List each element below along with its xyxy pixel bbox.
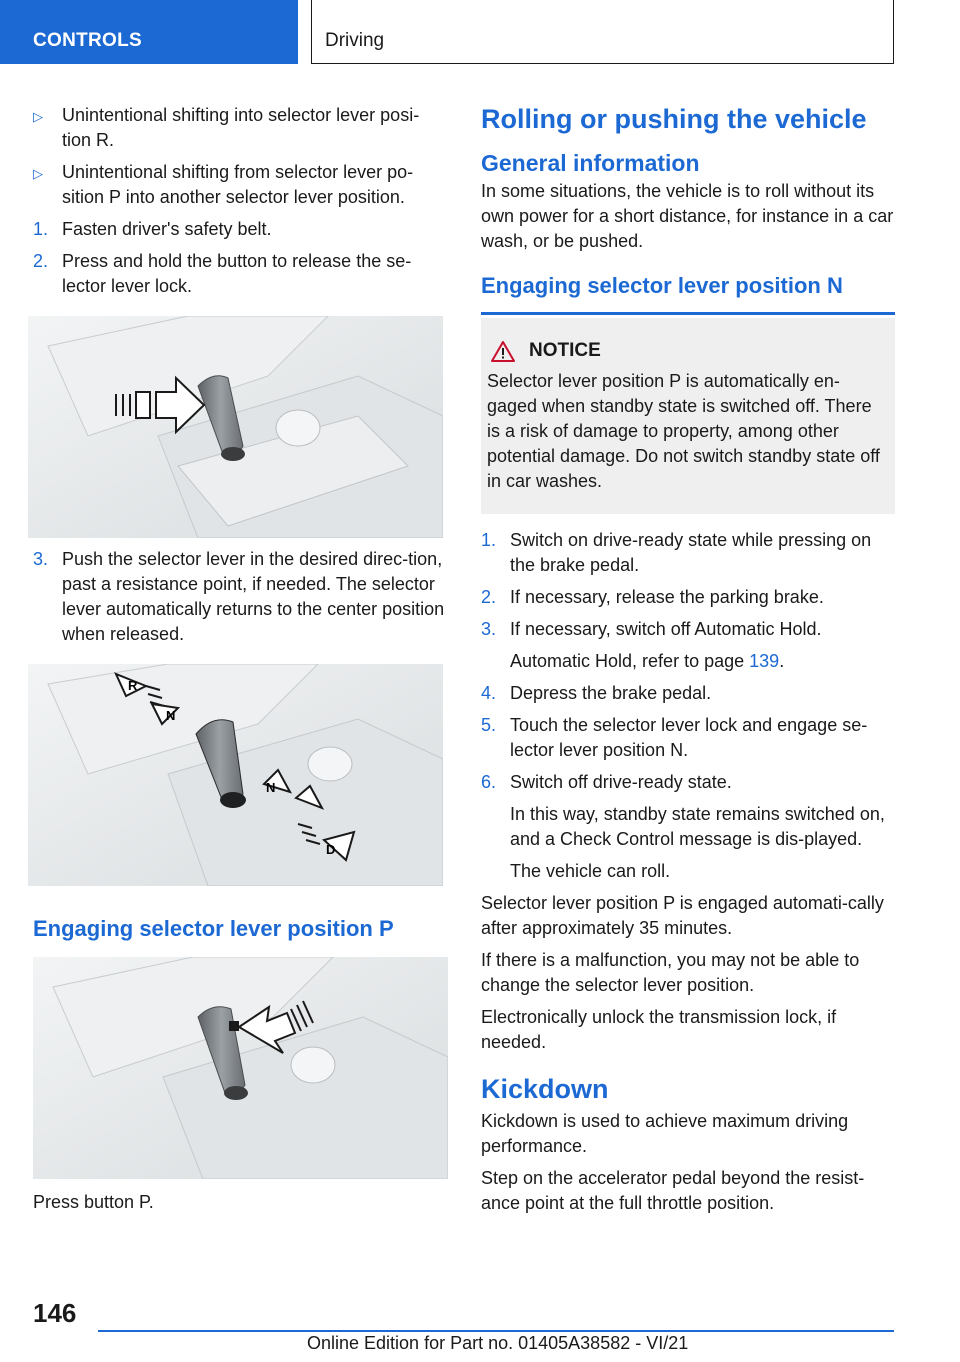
step-number: 4. (481, 683, 497, 703)
step-text: Switch on drive-ready state while pressing on the brake pedal. (510, 530, 872, 575)
step-item (481, 585, 895, 610)
step-text: Press and hold the button to release the se-lector lever lock. (62, 251, 412, 296)
step-item (481, 681, 895, 706)
triangle-bullet-icon: ▷ (33, 166, 43, 181)
left-column-step3 (33, 547, 445, 654)
figure-button-p (33, 957, 448, 1179)
figure-selector-lever-button (28, 316, 443, 538)
section-tab (0, 0, 298, 64)
heading-kickdown: Kickdown (481, 1074, 609, 1104)
step-text: Fasten driver's safety belt. (62, 219, 272, 239)
paragraph-malfunction: If there is a malfunction, you may not be able to change the selector lever position. (481, 950, 860, 995)
step-text: If necessary, switch off Automatic Hold. (510, 619, 822, 639)
step-item (33, 249, 445, 299)
heading-general-information: General information (481, 150, 700, 176)
step-number: 2. (33, 251, 49, 271)
heading-position-p: Engaging selector lever position P (33, 916, 394, 941)
step-number: 1. (33, 219, 49, 239)
step-subtext: Automatic Hold, refer to page 139. (510, 651, 785, 671)
step-number: 3. (33, 549, 49, 569)
step-number: 1. (481, 530, 497, 550)
step-number: 3. (481, 619, 497, 639)
notice-box (481, 318, 895, 514)
step-item (481, 770, 895, 795)
paragraph-unlock: Electronically unlock the transmission lock, if needed. (481, 1007, 837, 1052)
kickdown-text-1: Kickdown is used to achieve maximum driving performance. (481, 1111, 849, 1156)
footer-divider (98, 1330, 894, 1332)
section-label: CONTROLS (33, 30, 143, 51)
warning-icon (491, 340, 515, 362)
step-text: Push the selector lever in the desired direc-tion, past a resistance point, if needed. The selector lever automatically returns to the center position when released. (62, 549, 445, 644)
left-column (33, 103, 445, 306)
chapter-label: Driving (325, 30, 385, 51)
step-text: Switch off drive-ready state. (510, 772, 732, 792)
general-text: In some situations, the vehicle is to roll without its own power for a short distance, for instance in a car wash, or be pushed. (481, 181, 894, 251)
step-text: Touch the selector lever lock and engage se-lector lever position N. (510, 715, 868, 760)
notice-text: Selector lever position P is automatically en-gaged when standby state is switched off. There is a risk of damage to property, among other potential damage. Do not switch standby state off in car washes. (487, 371, 880, 491)
step-text: If necessary, release the parking brake. (510, 587, 824, 607)
step-text: Depress the brake pedal. (510, 683, 712, 703)
bullet-item: ▷ Unintentional shifting into selector lever posi-tion R. (33, 105, 420, 150)
step-subtext: The vehicle can roll. (510, 861, 671, 881)
paragraph-auto: Selector lever position P is engaged automati-cally after approximately 35 minutes. (481, 893, 884, 938)
shift-label-r: R (128, 678, 138, 693)
triangle-bullet-icon: ▷ (33, 109, 43, 124)
step-number: 6. (481, 772, 497, 792)
right-column (481, 103, 895, 1223)
bullet-item: ▷ Unintentional shifting from selector lever po-sition P into another selector lever position. (33, 162, 414, 207)
step-subtext: In this way, standby state remains switched on, and a Check Control message is dis-played. (510, 804, 885, 849)
notice-header (487, 338, 889, 363)
step-item (33, 217, 445, 242)
step-item (481, 713, 895, 763)
notice-label: NOTICE (529, 340, 601, 361)
page-reference-link[interactable]: 139 (749, 651, 780, 671)
figure-selector-lever-shift (28, 664, 443, 886)
section-title: Rolling or pushing the vehicle (481, 104, 867, 134)
step-number: 2. (481, 587, 497, 607)
step-number: 5. (481, 715, 497, 735)
heading-position-n: Engaging selector lever position N (481, 272, 895, 315)
kickdown-text-2: Step on the accelerator pedal beyond the resist-ance point at the full throttle position. (481, 1168, 865, 1213)
step-item (481, 528, 895, 578)
chapter-tab (311, 0, 894, 64)
shift-label-n-down: N (266, 780, 276, 795)
page-number: 146 (33, 1298, 77, 1328)
step-item (481, 617, 895, 642)
step-item (33, 547, 445, 647)
footer-edition: Online Edition for Part no. 01405A38582 - VI/21 (307, 1333, 689, 1353)
shift-label-d: D (326, 842, 336, 857)
figure-caption: Press button P. (33, 1192, 154, 1212)
shift-label-n-up: N (166, 708, 176, 723)
